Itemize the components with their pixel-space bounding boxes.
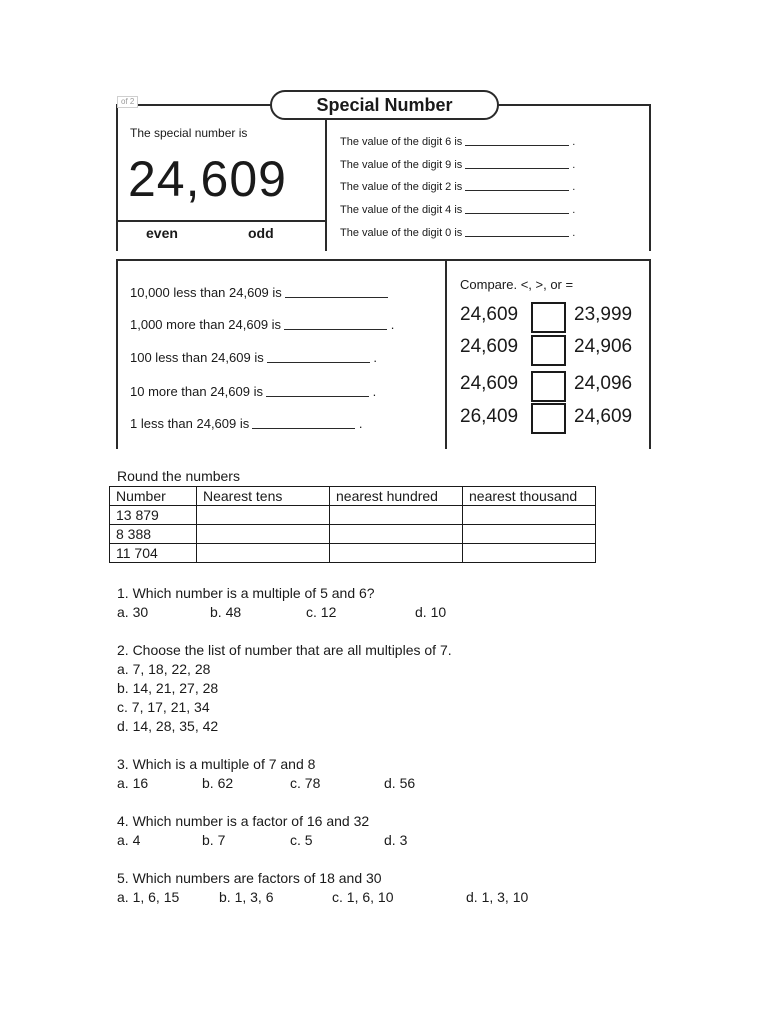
answer-option[interactable]: a. 16 bbox=[117, 775, 149, 791]
answer-cell[interactable] bbox=[330, 506, 463, 525]
compare-left: 24,609 bbox=[460, 304, 519, 325]
change-row-label: 100 less than 24,609 is bbox=[130, 350, 264, 365]
compare-answer-box[interactable] bbox=[531, 403, 566, 434]
change-row-end: . bbox=[372, 384, 377, 399]
answer-option[interactable]: b. 1, 3, 6 bbox=[219, 889, 274, 905]
table-row bbox=[110, 544, 596, 563]
column-header: Nearest tens bbox=[197, 487, 330, 506]
change-row-label: 1,000 more than 24,609 is bbox=[130, 317, 282, 332]
odd-option[interactable]: odd bbox=[248, 225, 274, 241]
compare-answer-box[interactable] bbox=[531, 335, 566, 366]
answer-cell[interactable] bbox=[330, 525, 463, 544]
change-row-label: 10,000 less than 24,609 is bbox=[130, 285, 282, 300]
answer-cell[interactable] bbox=[463, 525, 596, 544]
answer-blank[interactable] bbox=[465, 168, 569, 169]
answer-blank[interactable] bbox=[465, 213, 569, 214]
compare-right: 24,096 bbox=[574, 373, 633, 394]
digit-value-label: The value of the digit 0 is bbox=[340, 227, 463, 239]
compare-right: 23,999 bbox=[574, 304, 633, 325]
special-number-value: 24,609 bbox=[128, 151, 287, 207]
answer-option[interactable]: a. 1, 6, 15 bbox=[117, 889, 180, 905]
digit-value-label: The value of the digit 4 is bbox=[340, 204, 463, 216]
digit-value-label: The value of the digit 9 is bbox=[340, 159, 463, 171]
change-row-label: 10 more than 24,609 is bbox=[130, 384, 263, 399]
change-row bbox=[130, 384, 376, 399]
answer-option[interactable]: d. 1, 3, 10 bbox=[466, 889, 529, 905]
compare-answer-box[interactable] bbox=[531, 371, 566, 402]
compare-instructions: Compare. <, >, or = bbox=[460, 277, 574, 292]
card-divider-vertical bbox=[445, 261, 447, 449]
answer-option[interactable]: c. 1, 6, 10 bbox=[332, 889, 394, 905]
answer-blank[interactable] bbox=[465, 190, 569, 191]
compare-left: 24,609 bbox=[460, 373, 519, 394]
answer-option[interactable]: b. 7 bbox=[202, 832, 226, 848]
answer-option[interactable]: b. 62 bbox=[202, 775, 234, 791]
digit-value-row: The value of the digit 4 is . bbox=[340, 204, 576, 216]
answer-cell[interactable] bbox=[463, 544, 596, 563]
change-row-end: . bbox=[358, 416, 363, 431]
answer-cell[interactable] bbox=[197, 544, 330, 563]
even-option[interactable]: even bbox=[146, 225, 178, 241]
answer-cell[interactable] bbox=[197, 506, 330, 525]
answer-option[interactable]: d. 14, 28, 35, 42 bbox=[117, 718, 219, 734]
question-text: 5. Which numbers are factors of 18 and 30 bbox=[117, 870, 382, 886]
answer-option[interactable]: a. 30 bbox=[117, 604, 149, 620]
compare-right: 24,906 bbox=[574, 336, 633, 357]
compare-answer-box[interactable] bbox=[531, 302, 566, 333]
rounding-title: Round the numbers bbox=[117, 468, 240, 484]
number-cell: 8 388 bbox=[110, 525, 197, 544]
page-title: Special Number bbox=[270, 90, 499, 120]
change-row-end: . bbox=[373, 350, 377, 365]
number-cell: 13 879 bbox=[110, 506, 197, 525]
page-tag: of 2 bbox=[117, 96, 138, 108]
table-row bbox=[110, 506, 596, 525]
answer-blank[interactable] bbox=[465, 236, 569, 237]
question-text: 4. Which number is a factor of 16 and 32 bbox=[117, 813, 370, 829]
answer-blank[interactable] bbox=[285, 297, 388, 298]
answer-blank[interactable] bbox=[465, 145, 569, 146]
digit-value-label: The value of the digit 6 is bbox=[340, 136, 463, 148]
digit-value-label: The value of the digit 2 is bbox=[340, 181, 463, 193]
number-cell: 11 704 bbox=[110, 544, 197, 563]
table-row bbox=[110, 525, 596, 544]
change-row bbox=[130, 317, 394, 332]
answer-option[interactable]: a. 4 bbox=[117, 832, 141, 848]
answer-option[interactable]: d. 3 bbox=[384, 832, 408, 848]
digit-value-row: The value of the digit 9 is . bbox=[340, 159, 576, 171]
answer-cell[interactable] bbox=[463, 506, 596, 525]
answer-option[interactable]: c. 78 bbox=[290, 775, 321, 791]
answer-blank[interactable] bbox=[252, 428, 355, 429]
answer-option[interactable]: c. 12 bbox=[306, 604, 337, 620]
answer-option[interactable]: b. 14, 21, 27, 28 bbox=[117, 680, 219, 696]
column-header: nearest hundred bbox=[330, 487, 463, 506]
question-text: 1. Which number is a multiple of 5 and 6? bbox=[117, 585, 375, 601]
question-text: 3. Which is a multiple of 7 and 8 bbox=[117, 756, 316, 772]
column-header: nearest thousand bbox=[463, 487, 596, 506]
rounding-table bbox=[109, 486, 596, 563]
change-row bbox=[130, 350, 377, 365]
answer-cell[interactable] bbox=[330, 544, 463, 563]
compare-right: 24,609 bbox=[574, 406, 633, 427]
answer-option[interactable]: c. 7, 17, 21, 34 bbox=[117, 699, 210, 715]
card-divider-vertical bbox=[325, 106, 327, 251]
card-divider-horizontal bbox=[118, 220, 326, 222]
compare-left: 24,609 bbox=[460, 336, 519, 357]
answer-cell[interactable] bbox=[197, 525, 330, 544]
special-number-label: The special number is bbox=[130, 126, 248, 140]
answer-blank[interactable] bbox=[266, 396, 369, 397]
compare-left: 26,409 bbox=[460, 406, 519, 427]
change-row bbox=[130, 416, 363, 431]
column-header: Number bbox=[110, 487, 197, 506]
answer-option[interactable]: d. 10 bbox=[415, 604, 447, 620]
answer-option[interactable]: c. 5 bbox=[290, 832, 313, 848]
question-text: 2. Choose the list of number that are all multiples of 7. bbox=[117, 642, 452, 658]
change-row bbox=[130, 285, 388, 300]
digit-value-row: The value of the digit 6 is . bbox=[340, 136, 576, 148]
change-row-label: 1 less than 24,609 is bbox=[130, 416, 250, 431]
answer-blank[interactable] bbox=[267, 362, 370, 363]
answer-blank[interactable] bbox=[284, 329, 387, 330]
answer-option[interactable]: a. 7, 18, 22, 28 bbox=[117, 661, 211, 677]
digit-value-row: The value of the digit 0 is . bbox=[340, 227, 576, 239]
answer-option[interactable]: d. 56 bbox=[384, 775, 416, 791]
change-row-end: . bbox=[390, 317, 395, 332]
table-header-row bbox=[110, 487, 596, 506]
answer-option[interactable]: b. 48 bbox=[210, 604, 242, 620]
digit-value-row: The value of the digit 2 is . bbox=[340, 181, 576, 193]
